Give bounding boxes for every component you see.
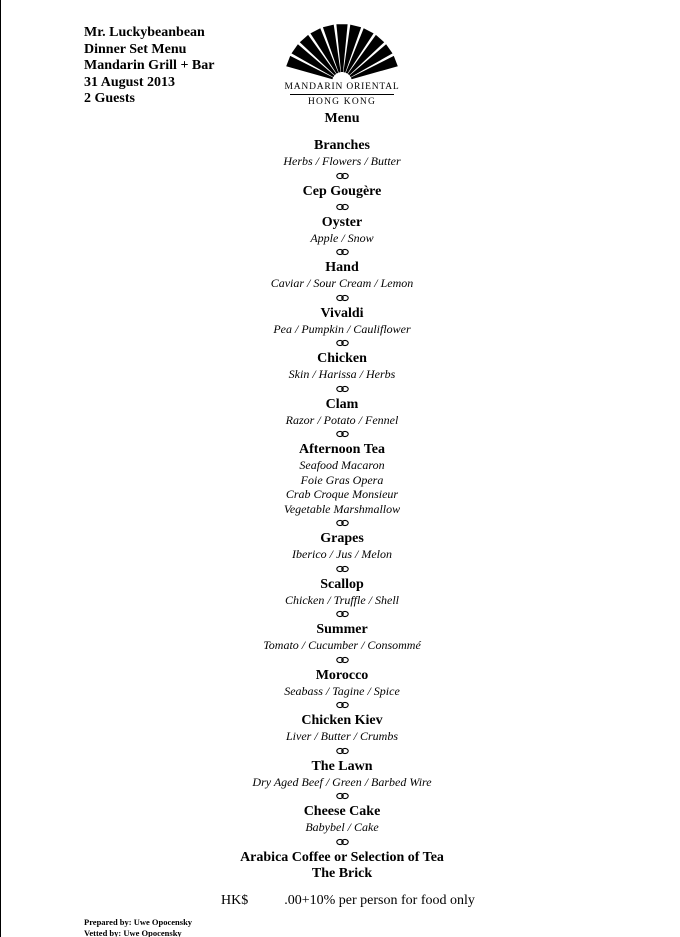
- course-item: [0, 759, 680, 805]
- ornament-icon: [336, 294, 349, 302]
- course-name: Chicken: [317, 351, 367, 366]
- course-separator: [0, 427, 680, 442]
- course-name: Scallop: [320, 576, 364, 592]
- course-item: [0, 351, 680, 397]
- price-line: [221, 893, 475, 909]
- course-description: Seafood Macaron: [299, 458, 385, 472]
- course-name: Vivaldi: [320, 305, 364, 321]
- ornament-icon: [336, 747, 349, 755]
- course-item: [0, 184, 680, 215]
- course-name: Cep Gougère: [302, 183, 382, 199]
- ornament-icon: [336, 203, 349, 211]
- logo-divider: [290, 94, 394, 95]
- course-name: Hand: [325, 260, 359, 275]
- course-separator: [0, 562, 680, 577]
- menu-type: Dinner Set Menu: [84, 41, 187, 57]
- course-description: Dry Aged Beef / Green / Barbed Wire: [252, 774, 432, 789]
- course-separator: [0, 744, 680, 759]
- course-description: Apple / Snow: [310, 230, 374, 245]
- course-item: [0, 306, 680, 352]
- menu-header: [84, 25, 214, 108]
- course-item: [0, 622, 680, 668]
- course-description: Herbs / Flowers / Butter: [283, 154, 401, 168]
- course-separator: [0, 336, 680, 351]
- course-description: Tomato / Cucumber / Consommé: [263, 638, 421, 652]
- coffee-tea-line: Arabica Coffee or Selection of Tea: [240, 849, 444, 865]
- course-separator: [0, 698, 680, 713]
- ornament-icon: [336, 656, 349, 664]
- course-item: [0, 260, 680, 306]
- mandarin-oriental-logo: [280, 22, 404, 107]
- menu-footer: [84, 917, 192, 937]
- course-separator: [0, 169, 680, 184]
- guest-name: Mr. Luckybeanbean: [84, 25, 205, 40]
- course-name: Grapes: [320, 531, 364, 546]
- course-description: Chicken / Truffle / Shell: [285, 592, 399, 607]
- course-separator: [0, 245, 680, 260]
- logo-city: HONG KONG: [307, 97, 377, 107]
- course-description: Pea / Pumpkin / Cauliflower: [273, 321, 411, 336]
- guest-count: 2 Guests: [84, 91, 135, 106]
- course-item: [0, 804, 680, 850]
- course-separator: [0, 789, 680, 804]
- course-separator: [0, 835, 680, 850]
- menu-date: 31 August 2013: [84, 74, 176, 90]
- final-course-name: The Brick: [311, 866, 373, 881]
- course-separator: [0, 382, 680, 397]
- vetted-by: Vetted by: Uwe Opocensky: [84, 928, 182, 937]
- course-item: [0, 713, 680, 759]
- course-name: Oyster: [321, 214, 363, 230]
- prepared-by: Prepared by: Uwe Opocensky: [84, 917, 193, 927]
- restaurant-name: Mandarin Grill + Bar: [84, 58, 215, 73]
- ornament-icon: [336, 519, 349, 527]
- ornament-icon: [336, 385, 349, 393]
- course-name: Clam: [325, 396, 359, 412]
- course-item: [0, 577, 680, 623]
- course-list: [0, 138, 680, 883]
- ornament-icon: [336, 248, 349, 256]
- menu-title: Menu: [324, 111, 360, 126]
- course-name: Summer: [316, 622, 368, 637]
- price-terms: .00+10% per person for food only: [284, 893, 475, 908]
- course-name: Morocco: [315, 667, 369, 683]
- ornament-icon: [336, 610, 349, 618]
- ornament-icon: [336, 565, 349, 573]
- course-name: The Lawn: [311, 758, 373, 774]
- course-description: Iberico / Jus / Melon: [292, 547, 392, 561]
- course-description: Liver / Butter / Crumbs: [285, 729, 398, 743]
- course-description: Vegetable Marshmallow: [283, 501, 401, 516]
- ornament-icon: [336, 792, 349, 800]
- course-description: Crab Croque Monsieur: [285, 487, 399, 501]
- course-name: Branches: [314, 138, 370, 153]
- course-item: [0, 442, 680, 531]
- course-description: Razor / Potato / Fennel: [285, 412, 399, 427]
- logo-brand: MANDARIN ORIENTAL: [284, 82, 400, 92]
- course-description: Babybel / Cake: [305, 820, 379, 834]
- course-item: [0, 138, 680, 184]
- course-item: [0, 215, 680, 261]
- course-separator: [0, 291, 680, 306]
- price-currency: HK$: [221, 893, 249, 908]
- ornament-icon: [336, 701, 349, 709]
- course-description: Foie Gras Opera: [300, 472, 384, 487]
- course-description: Seabass / Tagine / Spice: [284, 683, 400, 698]
- course-description: Caviar / Sour Cream / Lemon: [270, 276, 414, 290]
- ornament-icon: [336, 172, 349, 180]
- course-description: Skin / Harissa / Herbs: [288, 367, 396, 381]
- course-name: Afternoon Tea: [299, 442, 385, 457]
- course-item: [0, 397, 680, 443]
- course-item: [0, 531, 680, 577]
- course-separator: [0, 607, 680, 622]
- course-name: Cheese Cake: [303, 804, 381, 819]
- ornament-icon: [336, 430, 349, 438]
- course-separator: [0, 200, 680, 215]
- course-separator: [0, 516, 680, 531]
- course-item: [0, 668, 680, 714]
- course-separator: [0, 653, 680, 668]
- ornament-icon: [336, 339, 349, 347]
- course-name: Chicken Kiev: [301, 713, 383, 728]
- fan-icon: [286, 22, 398, 80]
- ornament-icon: [336, 838, 349, 846]
